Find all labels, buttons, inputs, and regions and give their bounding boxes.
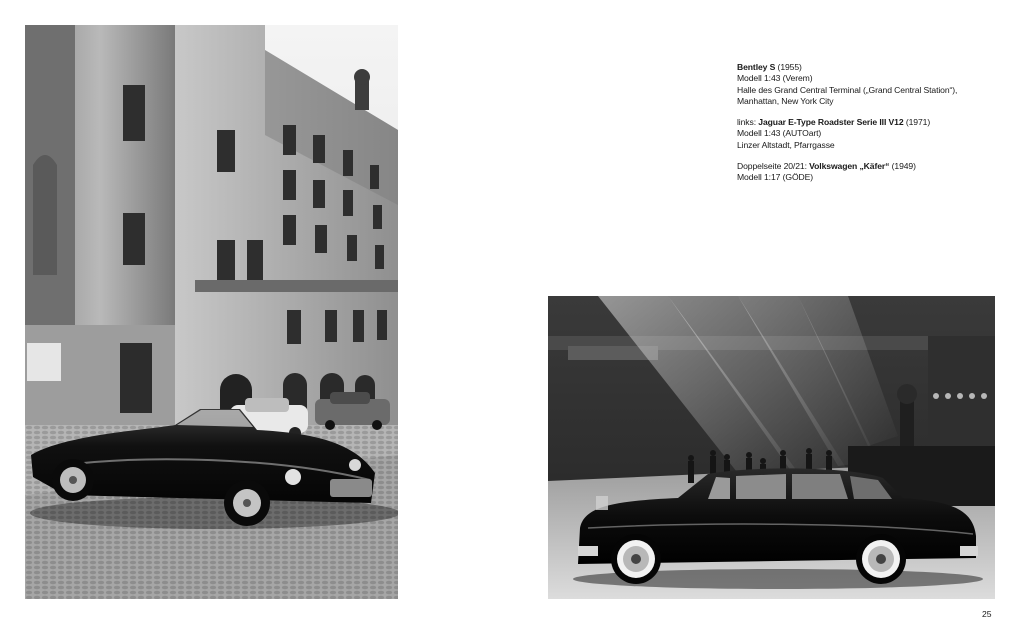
caption-car-name: Jaguar E-Type Roadster Serie III V12 <box>758 117 904 128</box>
caption-prefix: links: <box>737 117 759 128</box>
caption-line: Linzer Altstadt, Pfarrgasse <box>737 139 835 150</box>
caption-volkswagen <box>737 161 1007 184</box>
caption-title-line <box>737 161 1007 172</box>
caption-year: (1955) <box>775 62 802 72</box>
bentley-terminal-image <box>548 296 995 599</box>
caption-line: Halle des Grand Central Terminal („Grand Central Station“), <box>737 84 958 95</box>
caption-line: Modell 1:43 (Verem) <box>737 73 813 84</box>
caption-car-name: Bentley S <box>737 62 776 72</box>
caption-jaguar <box>737 117 1007 151</box>
caption-bentley <box>737 62 1007 107</box>
caption-line: Manhattan, New York City <box>737 95 834 106</box>
caption-year: (1971) <box>903 117 931 128</box>
photo-bentley-grand-central <box>548 296 995 599</box>
jaguar-street-image <box>25 25 398 599</box>
caption-prefix: Doppelseite 20/21: <box>737 161 810 172</box>
caption-year: (1949) <box>889 161 916 172</box>
page-number: 25 <box>982 609 992 619</box>
caption-title-line <box>737 117 1007 128</box>
caption-line: Modell 1:17 (GÖDE) <box>737 172 814 183</box>
caption-car-name: Volkswagen „Käfer“ <box>809 161 890 172</box>
caption-line: Modell 1:43 (AUTOart) <box>737 128 822 139</box>
captions-block <box>737 62 1007 194</box>
caption-title-line <box>737 62 1007 73</box>
photo-jaguar-linz <box>25 25 398 599</box>
